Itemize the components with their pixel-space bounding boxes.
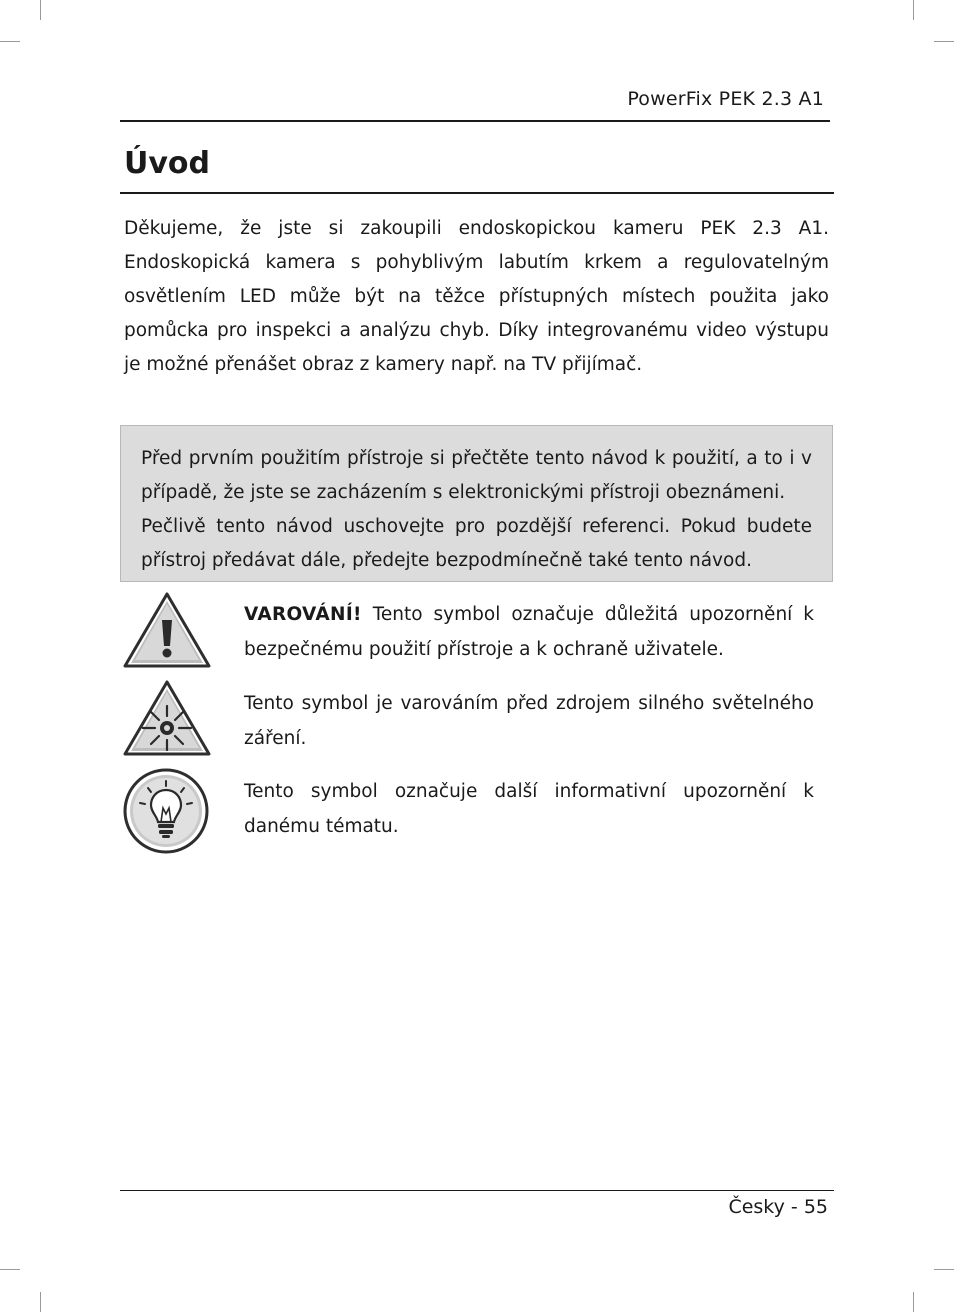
running-header: PowerFix PEK 2.3 A1 [627,88,824,110]
crop-mark [0,1269,20,1270]
crop-mark [913,1292,914,1312]
page-number: Česky - 55 [728,1196,828,1218]
info-symbol-text: Tento symbol označuje další informativní upozornění k danému tématu. [244,781,814,837]
crop-mark [934,1269,954,1270]
section-title: Úvod [124,146,211,181]
crop-mark [913,0,914,20]
warning-label: VAROVÁNÍ! [244,604,362,625]
title-rule [120,192,834,194]
crop-mark [934,41,954,42]
light-symbol-text: Tento symbol je varováním před zdrojem silného světelného záření. [244,693,814,749]
lightbulb-info-icon [123,768,209,854]
header-rule [120,120,830,122]
footer-rule [120,1190,834,1191]
intro-paragraph: Děkujeme, že jste si zakoupili endoskopickou kameru PEK 2.3 A1. Endoskopická kamera s pohyblivým labutím krkem a regulovatelným osvětlením LED může být na těžce přístupných místech použita jako pomůcka pro inspekci a analýzu chyb. Díky integrovanému video výstupu je možné přenášet obraz z kamery např. na TV přijímač. [124,218,829,375]
crop-mark [40,0,41,20]
notice-box [120,425,833,582]
crop-mark [40,1292,41,1312]
notice-line-1: Před prvním použitím přístroje si přečtěte tento návod k použití, a to i v případě, že jste se zacházením s elektronickými přístroji obeznámeni. [141,448,812,503]
crop-mark [0,41,20,42]
warning-symbol-text [244,597,814,667]
laser-light-warning-icon [123,680,211,756]
warning-triangle-icon [123,592,211,668]
warning-description: Tento symbol označuje důležitá upozornění k bezpečnému použití přístroje a k ochraně uživatele. [244,604,814,660]
notice-line-2: Pečlivě tento návod uschovejte pro pozdější referenci. Pokud budete přístroj předávat dále, předejte bezpodmínečně také tento návod. [141,516,812,571]
